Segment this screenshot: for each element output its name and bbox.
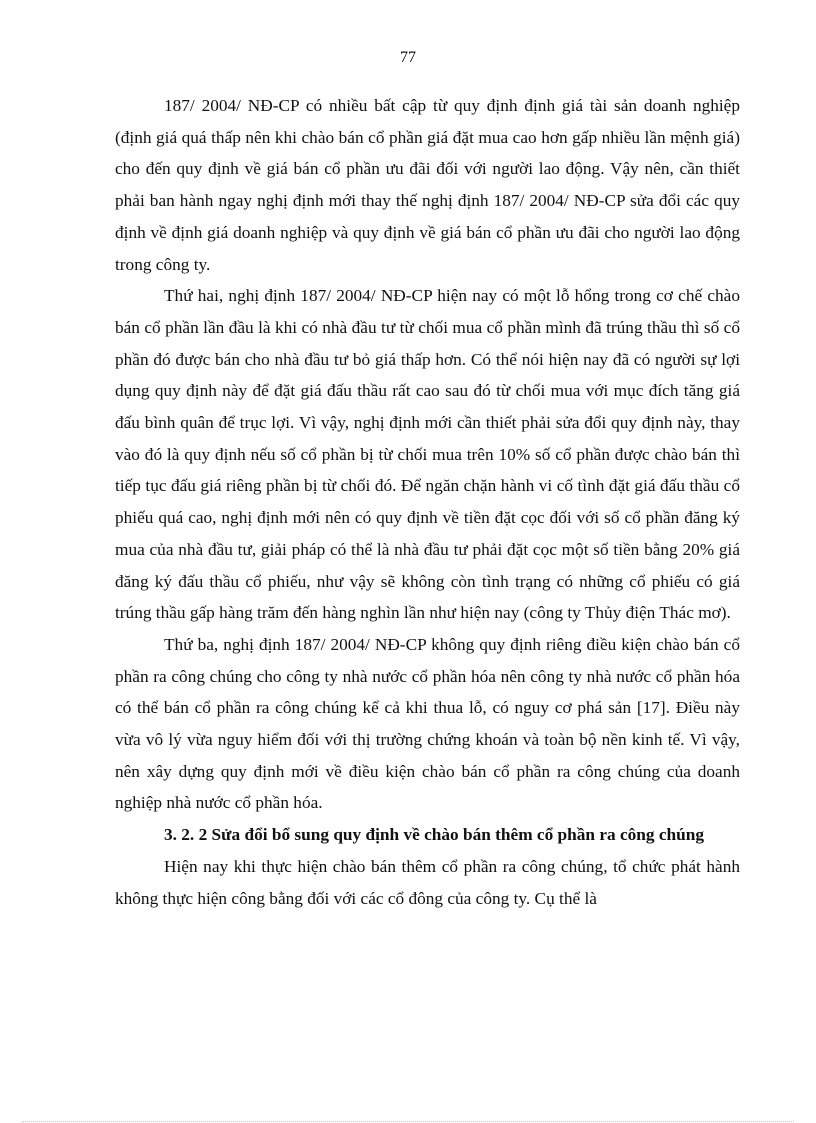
page-number: 77 [400,49,416,66]
paragraph-intro: 187/ 2004/ NĐ-CP có nhiều bất cập từ quy định định giá tài sản doanh nghiệp (định giá quá thấp nên khi chào bán cổ phần giá đặt mua cao hơn gấp nhiều lần mệnh giá) cho đến quy định về giá bán cổ phần ưu đãi đối với người lao động. Vậy nên, cần thiết phải ban hành ngay nghị định mới thay thế nghị định 187/ 2004/ NĐ-CP sửa đổi các quy định về định giá doanh nghiệp và quy định về giá bán cổ phần ưu đãi cho người lao động trong công ty. [115,96,740,274]
paragraph-section-body: Hiện nay khi thực hiện chào bán thêm cổ phần ra công chúng, tổ chức phát hành không thực hiện công bằng đối với các cổ đông của công ty. Cụ thể là [115,856,740,908]
paragraph-thu-hai: Thứ hai, nghị định 187/ 2004/ NĐ-CP hiện nay có một lỗ hổng trong cơ chế chào bán cổ phần lần đầu là khi có nhà đầu tư từ chối mua cổ phần mình đã trúng thầu thì số cổ phần đó được bán cho nhà đầu tư bỏ giá thấp hơn. Có thể nói hiện nay đã có người sự lợi dụng quy định này để đặt giá đấu thầu rất cao sau đó từ chối mua với mục đích tăng giá đấu bình quân để trục lợi. Vì vậy, nghị định mới cần thiết phải sửa đổi quy định này, thay vào đó là quy định nếu số cổ phần bị từ chối mua trên 10% số cổ phần được chào bán thì tiếp tục đấu giá riêng phần bị từ chối đó. Để ngăn chặn hành vi cố tình đặt giá đấu thầu cổ phiếu quá cao, nghị định mới nên có quy định về tiền đặt cọc đối với số cổ phần đăng ký mua của nhà đầu tư, giải pháp có thể là nhà đầu tư phải đặt cọc một số tiền bằng 20% giá đăng ký đấu thầu cổ phiếu, như vậy sẽ không còn tình trạng có những cổ phiếu có giá trúng thầu gấp hàng trăm đến hàng nghìn lần như hiện nay (công ty Thủy điện Thác mơ). [115,286,740,623]
section-heading: 3. 2. 2 Sửa đổi bổ sung quy định về chào bán thêm cổ phần ra công chúng [164,825,704,845]
page-bottom-border [22,1121,794,1122]
document-body [115,90,740,914]
paragraph-thu-ba: Thứ ba, nghị định 187/ 2004/ NĐ-CP không quy định riêng điều kiện chào bán cổ phần ra công chúng cho công ty nhà nước cổ phần hóa nên công ty nhà nước cổ phần hóa có thể bán cổ phần ra công chúng kể cả khi thua lỗ, có nguy cơ phá sản [17]. Điều này vừa vô lý vừa nguy hiểm đối với thị trường chứng khoán và toàn bộ nền kinh tế. Vì vậy, nên xây dựng quy định mới về điều kiện chào bán cổ phần ra công chúng của doanh nghiệp nhà nước cổ phần hóa. [115,634,740,813]
